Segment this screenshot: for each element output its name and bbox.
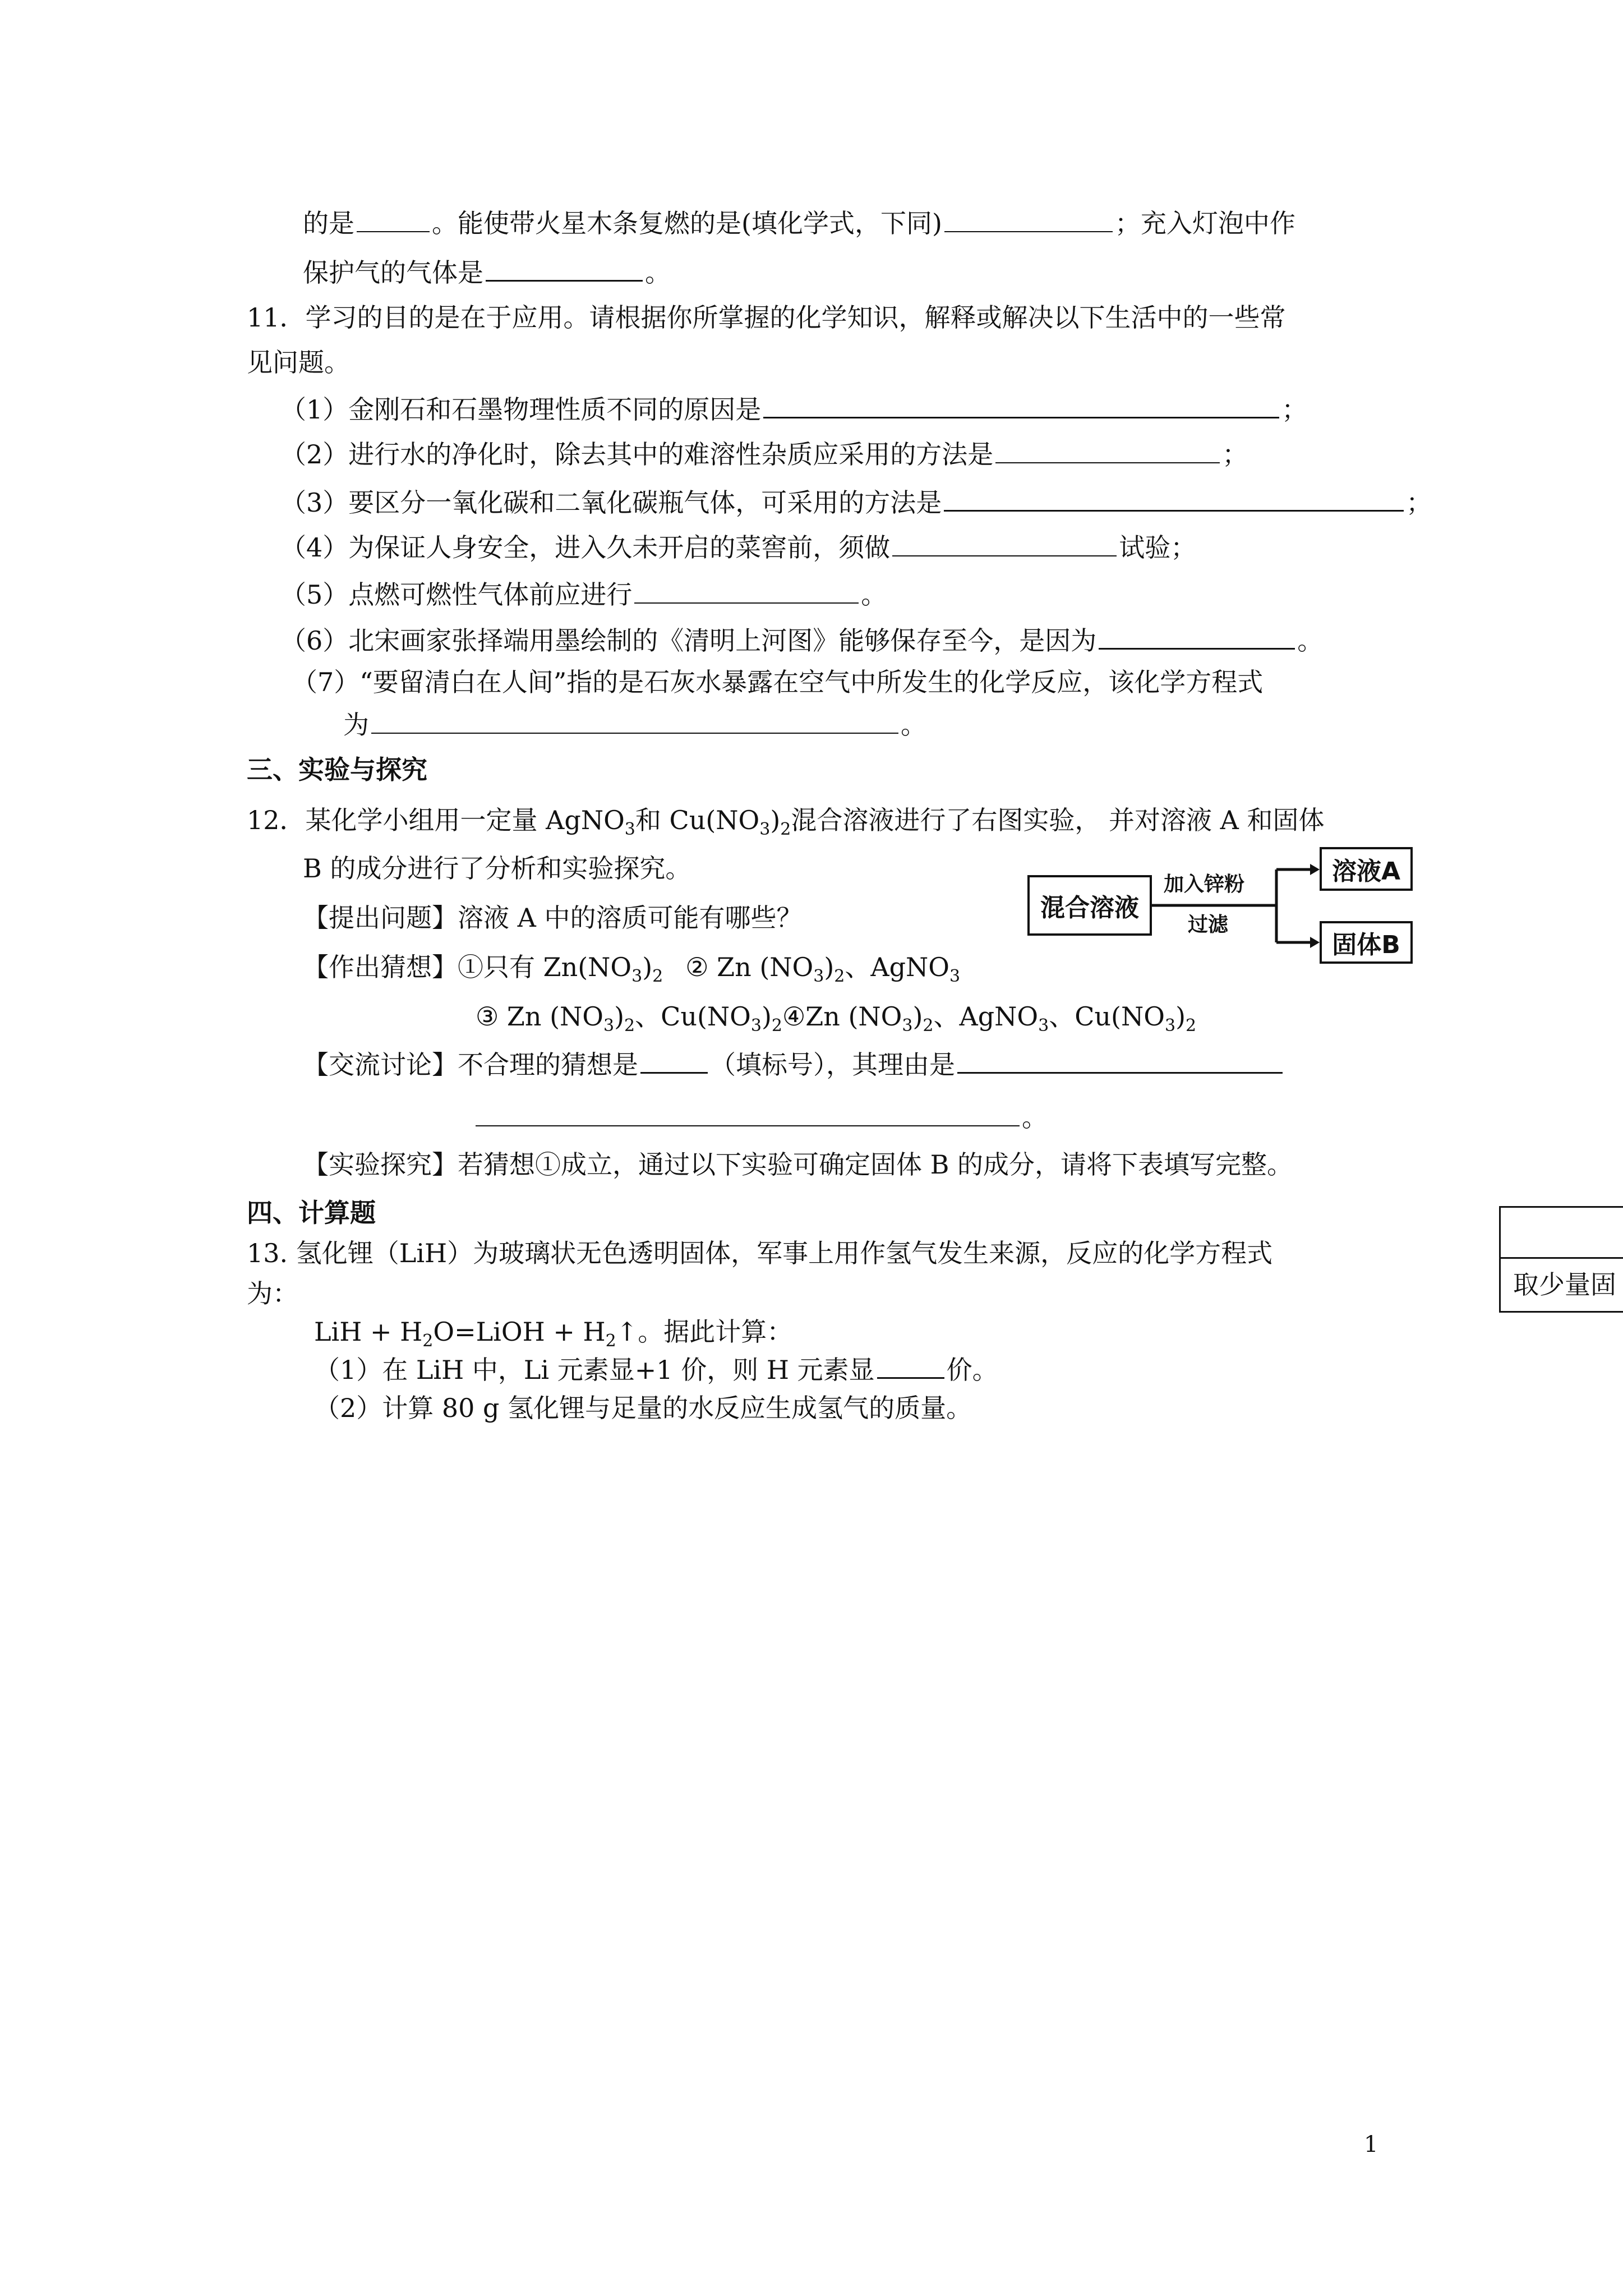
solid-b-box: 固体B: [1320, 921, 1413, 964]
q12-stem-line1: 12．某化学小组用一定量 AgNO$_3$和 $Cu(NO_3)_2$混合溶液进行了右图实验， 并对溶液 A 和固体: [247, 805, 1325, 839]
table-cell: 取少量固: [1513, 1269, 1616, 1300]
q13-equation: LiH + $H_2O=LiOH$ + $H_2↑$。据此计算：: [314, 1317, 793, 1351]
q11-item-6: （6）北宋画家张择端用墨绘制的《清明上河图》能够保存至今，是因为 。: [280, 625, 1324, 656]
q12-explore: 【实验探究】若猜想①成立，通过以下实验可确定固体 B 的成分，请将下表填写完整。: [303, 1149, 1293, 1180]
add-zinc-label: 加入锌粉: [1164, 873, 1245, 896]
answer-blank[interactable]: [944, 507, 1404, 512]
q12-guess-line2: ③ Zn $(NO_3)_2$、$Cu(NO_3)_2④Zn$ $(NO_3)_2$、AgNO$_3$、$Cu(NO_3)_2$: [476, 1001, 1197, 1036]
mixed-solution-box: 混合溶液: [1027, 875, 1152, 936]
answer-blank[interactable]: [640, 1069, 708, 1074]
q11-stem-line1: 11．学习的目的是在于应用。请根据你所掌握的化学知识，解释或解决以下生活中的一些常: [247, 302, 1286, 333]
q11-item-4: （4）为保证人身安全，进入久未开启的菜窖前，须做 试验；: [280, 532, 1197, 563]
answer-blank[interactable]: [877, 1374, 944, 1379]
q11-item-1: （1）金刚石和石墨物理性质不同的原因是 ；: [280, 394, 1308, 425]
q13-stem-line2: 为：: [247, 1278, 298, 1309]
q10-line2: 保护气的气体是 。: [303, 257, 671, 288]
answer-blank[interactable]: [1099, 645, 1295, 650]
solution-a-box: 溶液A: [1320, 847, 1413, 891]
section-heading: 四、计算题: [247, 1198, 376, 1228]
answer-blank[interactable]: [763, 413, 1279, 418]
answer-blank[interactable]: [634, 599, 859, 604]
filter-label: 过滤: [1188, 913, 1229, 936]
q12-discuss-line2: 。: [476, 1101, 1048, 1134]
section-heading: 三、实验与探究: [247, 754, 427, 785]
answer-blank[interactable]: [892, 552, 1117, 556]
q12-ask: 【提出问题】溶液 A 中的溶质可能有哪些？: [303, 903, 803, 933]
q10-line1: 的是 。能使带火星木条复燃的是(填化学式，下同) ；充入灯泡中作: [303, 208, 1295, 238]
q11-stem-line2: 见问题。: [247, 347, 350, 378]
q13-sub1: （1）在 LiH 中，Li 元素显+1 价，则 H 元素显 价。: [314, 1355, 998, 1385]
answer-blank[interactable]: [357, 228, 430, 232]
answer-blank[interactable]: [486, 277, 643, 282]
answer-blank[interactable]: [371, 729, 898, 734]
experiment-table-fragment: [1499, 1206, 1623, 1313]
q11-item-3: （3）要区分一氧化碳和二氧化碳瓶气体，可采用的方法是 ；: [280, 487, 1432, 518]
q11-item-7: （7）“要留清白在人间”指的是石灰水暴露在空气中所发生的化学反应，该化学方程式: [292, 667, 1264, 697]
answer-blank[interactable]: [957, 1069, 1283, 1074]
q11-item-5: （5）点燃可燃性气体前应进行 。: [280, 579, 887, 610]
answer-blank[interactable]: [944, 228, 1113, 232]
page-number: 1: [1364, 2132, 1378, 2157]
answer-blank[interactable]: [995, 459, 1220, 463]
q11-item-2: （2）进行水的净化时，除去其中的难溶性杂质应采用的方法是 ；: [280, 439, 1248, 470]
q13-sub2: （2）计算 80 g 氢化锂与足量的水反应生成氢气的质量。: [314, 1393, 972, 1423]
table-header-row: [1501, 1208, 1623, 1259]
q12-discuss-line1: 【交流讨论】不合理的猜想是 （填标号），其理由是: [303, 1048, 1285, 1082]
q12-guess-line1: 【作出猜想】①只有 $Zn(NO_3)_2$ ② Zn $(NO_3)_2$、AgNO$_3$: [303, 952, 961, 986]
answer-blank[interactable]: [476, 1122, 1020, 1126]
flow-arrows: [1150, 841, 1329, 970]
q12-stem-line2: B 的成分进行了分析和实验探究。: [303, 853, 691, 884]
q11-item-7-line2: 为 。: [343, 710, 926, 740]
q13-stem-line1: 13. 氢化锂（LiH）为玻璃状无色透明固体，军事上用作氢气发生来源，反应的化学方程式: [247, 1238, 1273, 1268]
